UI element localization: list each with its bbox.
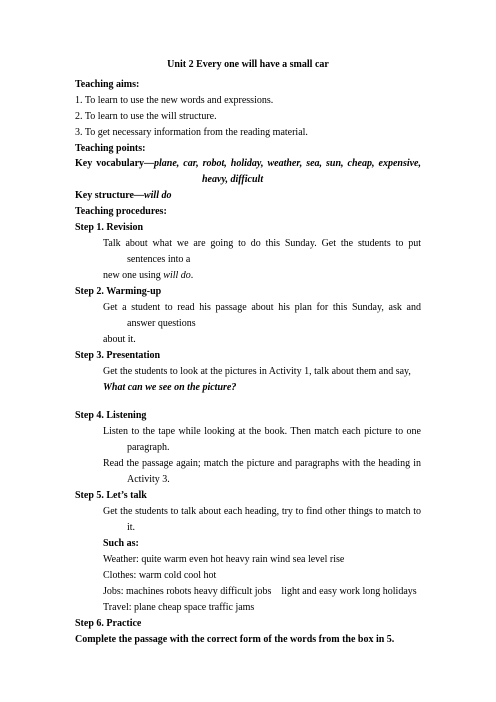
step-5-such-as: Such as: [103, 538, 139, 549]
step-1-line-3 [103, 270, 193, 282]
step-5-heading: Step 5. Let’s talk [75, 490, 147, 501]
key-structure-line [75, 190, 171, 202]
procedures-heading: Teaching procedures: [75, 206, 167, 217]
step-5-weather: Weather: quite warm even hot heavy rain wind sea level rise [103, 554, 345, 565]
key-vocabulary-words: plane, car, robot, holiday, weather, sea, sun, cheap, expensive, [154, 158, 421, 169]
step-5-travel: Travel: plane cheap space traffic jams [103, 602, 255, 613]
step-4-line-4: Activity 3. [127, 474, 170, 485]
step-5-jobs: Jobs: machines robots heavy difficult jobs light and easy work long holidays [103, 586, 417, 597]
key-structure-label: Key structure— [75, 190, 144, 201]
step-1-line-3-italic: will do [163, 270, 191, 281]
teaching-aims-heading: Teaching aims: [75, 79, 140, 90]
step-1-line-1: Talk about what we are going to do this Sunday. Get the students to put [103, 238, 421, 249]
doc-title: Unit 2 Every one will have a small car [167, 59, 329, 70]
aim-2: 2. To learn to use the will structure. [75, 111, 217, 122]
key-vocabulary-words-cont: heavy, difficult [202, 174, 264, 185]
step-5-clothes: Clothes: warm cold cool hot [103, 570, 217, 581]
step-2-line-2: answer questions [127, 318, 196, 329]
step-4-line-3: Read the passage again; match the picture and paragraphs with the heading in [103, 458, 421, 469]
step-6-line-1: Complete the passage with the correct form of the words from the box in 5. [75, 634, 395, 645]
step-5-line-2: it. [127, 522, 136, 533]
step-3-line-1: Get the students to look at the pictures in Activity 1, talk about them and say, [103, 366, 411, 377]
step-4-line-1: Listen to the tape while looking at the book. Then match each picture to one [103, 426, 421, 437]
step-4-line-2: paragraph. [127, 442, 170, 453]
step-1-line-3-text: new one using [103, 270, 164, 281]
key-vocabulary-line [75, 158, 421, 170]
step-5-line-1: Get the students to talk about each heading, try to find other things to match to [103, 506, 421, 517]
aim-3: 3. To get necessary information from the reading material. [75, 127, 308, 138]
aim-1: 1. To learn to use the new words and expressions. [75, 95, 274, 106]
step-1-heading: Step 1. Revision [75, 222, 144, 233]
step-4-heading: Step 4. Listening [75, 410, 147, 421]
key-structure-value: will do [143, 190, 172, 201]
teaching-points-heading: Teaching points: [75, 143, 146, 154]
step-2-line-3: about it. [103, 334, 136, 345]
step-3-line-2: What can we see on the picture? [103, 382, 237, 393]
step-2-heading: Step 2. Warming-up [75, 286, 162, 297]
step-6-heading: Step 6. Practice [75, 618, 142, 629]
key-vocabulary-label: Key vocabulary— [75, 158, 155, 169]
step-3-heading: Step 3. Presentation [75, 350, 161, 361]
step-2-line-1: Get a student to read his passage about his plan for this Sunday, ask and [103, 302, 421, 313]
step-1-line-3-end: . [190, 270, 194, 281]
step-1-line-2: sentences into a [127, 254, 191, 265]
